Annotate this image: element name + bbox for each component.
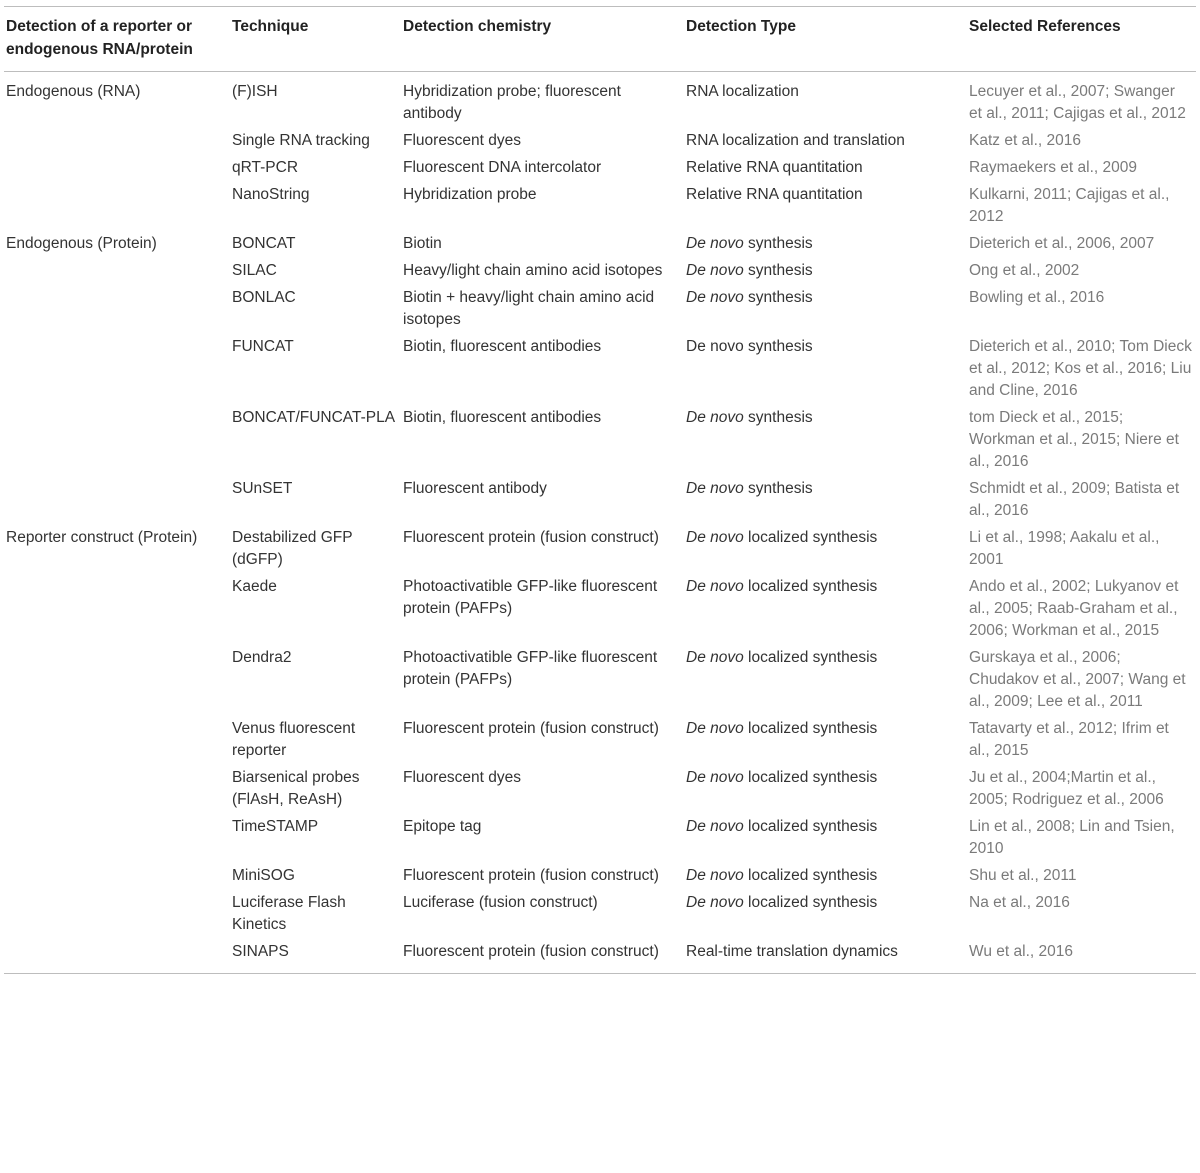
header-detection-target: Detection of a reporter or endogenous RNA/protein: [4, 7, 230, 72]
cell-detection-chemistry: Hybridization probe: [403, 186, 537, 203]
table-row: [4, 478, 1196, 527]
cell-technique: NanoString: [232, 186, 310, 203]
cell-detection-chemistry: Fluorescent antibody: [403, 480, 547, 497]
cell-technique: Single RNA tracking: [232, 132, 370, 149]
cell-detection-type: [684, 576, 967, 647]
cell-detection-type: [684, 647, 967, 718]
detection-type-text: synthesis: [743, 289, 813, 306]
cell-detection-chemistry: Fluorescent dyes: [403, 132, 522, 149]
table-row: [4, 718, 1196, 767]
detection-type-italic: De novo: [686, 235, 744, 252]
detection-type-italic: De novo: [686, 409, 744, 426]
cell-detection-chemistry: Fluorescent protein (fusion construct): [403, 529, 659, 546]
detection-type-italic: De novo: [686, 480, 744, 497]
cell-detection-type: [684, 130, 967, 157]
cell-detection-chemistry: Heavy/light chain amino acid isotopes: [403, 262, 663, 279]
cell-technique: (F)ISH: [232, 83, 278, 100]
cell-category: [4, 287, 230, 336]
table-row: [4, 941, 1196, 974]
detection-type-italic: De novo: [686, 649, 744, 666]
cell-detection-type: [684, 157, 967, 184]
header-technique: Technique: [230, 7, 401, 72]
detection-type-text: localized synthesis: [743, 769, 878, 786]
cell-detection-chemistry: Biotin + heavy/light chain amino acid isotopes: [403, 289, 655, 328]
detection-type-text: localized synthesis: [743, 578, 878, 595]
detection-type-italic: De novo: [686, 818, 744, 835]
cell-technique: BONLAC: [232, 289, 296, 306]
cell-category: [4, 336, 230, 407]
table-row: [4, 816, 1196, 865]
detection-type-text: localized synthesis: [743, 649, 878, 666]
cell-category: [4, 941, 230, 974]
cell-detection-type: [684, 287, 967, 336]
cell-detection-chemistry: Hybridization probe; fluorescent antibody: [403, 83, 621, 122]
table-row: [4, 184, 1196, 233]
detection-type-italic: De novo: [686, 867, 744, 884]
detection-type-text: Relative RNA quantitation: [686, 159, 863, 176]
header-detection-type: Detection Type: [684, 7, 967, 72]
cell-references: Bowling et al., 2016: [969, 289, 1105, 306]
detection-type-text: localized synthesis: [743, 894, 878, 911]
cell-detection-type: [684, 865, 967, 892]
detection-type-text: localized synthesis: [743, 818, 878, 835]
cell-detection-chemistry: Fluorescent protein (fusion construct): [403, 867, 659, 884]
cell-references: Dieterich et al., 2006, 2007: [969, 235, 1155, 252]
cell-category: [4, 407, 230, 478]
table-row: [4, 233, 1196, 260]
cell-category: [4, 130, 230, 157]
detection-type-italic: De novo: [686, 720, 744, 737]
detection-type-text: synthesis: [743, 480, 813, 497]
cell-references: Schmidt et al., 2009; Batista et al., 2016: [969, 480, 1180, 519]
cell-detection-chemistry: Fluorescent dyes: [403, 769, 522, 786]
cell-category: Reporter construct (Protein): [6, 529, 198, 546]
cell-references: Ong et al., 2002: [969, 262, 1080, 279]
detection-type-text: localized synthesis: [743, 720, 878, 737]
cell-technique: Destabilized GFP (dGFP): [232, 529, 353, 568]
cell-category: [4, 865, 230, 892]
table-row: [4, 767, 1196, 816]
table-row: [4, 576, 1196, 647]
cell-technique: BONCAT/FUNCAT-PLA: [232, 409, 396, 426]
cell-references: Katz et al., 2016: [969, 132, 1082, 149]
detection-methods-table: [4, 6, 1196, 974]
detection-type-text: synthesis: [743, 409, 813, 426]
table-row: [4, 130, 1196, 157]
cell-technique: SILAC: [232, 262, 277, 279]
cell-detection-type: [684, 941, 967, 974]
cell-detection-type: [684, 816, 967, 865]
cell-technique: TimeSTAMP: [232, 818, 319, 835]
cell-category: [4, 576, 230, 647]
cell-category: [4, 892, 230, 941]
cell-technique: SINAPS: [230, 941, 401, 974]
cell-technique: MiniSOG: [232, 867, 295, 884]
cell-references: Dieterich et al., 2010; Tom Dieck et al., 2012; Kos et al., 2016; Liu and Cline, 2016: [969, 338, 1192, 399]
cell-detection-chemistry: Biotin, fluorescent antibodies: [403, 338, 602, 355]
cell-category: Endogenous (Protein): [6, 235, 157, 252]
cell-references: Li et al., 1998; Aakalu et al., 2001: [969, 529, 1160, 568]
cell-references: Shu et al., 2011: [969, 867, 1077, 884]
cell-detection-type: [684, 407, 967, 478]
detection-type-text: Relative RNA quantitation: [686, 186, 863, 203]
cell-category: [4, 718, 230, 767]
cell-detection-chemistry: Luciferase (fusion construct): [403, 894, 598, 911]
table-row: [4, 72, 1196, 131]
cell-references: Lin et al., 2008; Lin and Tsien, 2010: [969, 818, 1175, 857]
cell-detection-chemistry: Photoactivatible GFP-like fluorescent protein (PAFPs): [403, 649, 658, 688]
header-row: [4, 7, 1196, 72]
table-row: [4, 892, 1196, 941]
cell-detection-chemistry: Biotin, fluorescent antibodies: [403, 409, 602, 426]
detection-type-text: localized synthesis: [743, 529, 878, 546]
cell-technique: FUNCAT: [232, 338, 294, 355]
detection-type-italic: De novo: [686, 578, 744, 595]
table-row: [4, 157, 1196, 184]
detection-type-text: De novo synthesis: [686, 338, 813, 355]
detection-type-italic: De novo: [686, 529, 744, 546]
cell-detection-type: [684, 72, 967, 131]
detection-type-italic: De novo: [686, 289, 744, 306]
cell-detection-type: [684, 478, 967, 527]
detection-type-text: synthesis: [743, 262, 813, 279]
header-selected-references: Selected References: [967, 7, 1196, 72]
cell-category: [4, 184, 230, 233]
table-row: [4, 527, 1196, 576]
table-body: [4, 72, 1196, 974]
cell-detection-chemistry: Fluorescent DNA intercolator: [403, 159, 602, 176]
table-row: [4, 336, 1196, 407]
cell-detection-type: [684, 336, 967, 407]
cell-technique: Biarsenical probes (FlAsH, ReAsH): [232, 769, 360, 808]
cell-references: Wu et al., 2016: [967, 941, 1196, 974]
cell-technique: Kaede: [232, 578, 277, 595]
cell-category: [4, 478, 230, 527]
cell-technique: SUnSET: [232, 480, 293, 497]
cell-detection-chemistry: Biotin: [403, 235, 442, 252]
detection-type-text: RNA localization and translation: [686, 132, 905, 149]
cell-technique: Luciferase Flash Kinetics: [232, 894, 346, 933]
cell-references: Lecuyer et al., 2007; Swanger et al., 2011; Cajigas et al., 2012: [969, 83, 1186, 122]
detection-type-text: synthesis: [743, 235, 813, 252]
detection-type-italic: De novo: [686, 262, 744, 279]
table-row: [4, 407, 1196, 478]
table-row: [4, 647, 1196, 718]
cell-references: Kulkarni, 2011; Cajigas et al., 2012: [969, 186, 1170, 225]
detection-type-text: localized synthesis: [743, 867, 878, 884]
cell-detection-type: [684, 767, 967, 816]
cell-references: Tatavarty et al., 2012; Ifrim et al., 2015: [969, 720, 1169, 759]
cell-references: Ju et al., 2004;Martin et al., 2005; Rodriguez et al., 2006: [969, 769, 1164, 808]
cell-technique: qRT-PCR: [232, 159, 299, 176]
cell-references: Ando et al., 2002; Lukyanov et al., 2005; Raab-Graham et al., 2006; Workman et al., 2015: [969, 578, 1179, 639]
cell-detection-type: [684, 184, 967, 233]
cell-detection-chemistry: Photoactivatible GFP-like fluorescent protein (PAFPs): [403, 578, 658, 617]
cell-references: Gurskaya et al., 2006; Chudakov et al., 2007; Wang et al., 2009; Lee et al., 2011: [969, 649, 1186, 710]
cell-category: [4, 260, 230, 287]
table-header: [4, 7, 1196, 72]
cell-detection-type: [684, 892, 967, 941]
detection-type-italic: De novo: [686, 894, 744, 911]
header-detection-chemistry: Detection chemistry: [401, 7, 684, 72]
cell-category: [4, 767, 230, 816]
detection-type-text: Real-time translation dynamics: [686, 943, 898, 960]
cell-category: [4, 816, 230, 865]
cell-technique: Dendra2: [232, 649, 292, 666]
cell-technique: BONCAT: [232, 235, 296, 252]
cell-detection-type: [684, 527, 967, 576]
table-row: [4, 260, 1196, 287]
table-row: [4, 287, 1196, 336]
detection-type-italic: De novo: [686, 769, 744, 786]
cell-detection-chemistry: Fluorescent protein (fusion construct): [403, 720, 659, 737]
cell-category: Endogenous (RNA): [6, 83, 141, 100]
cell-category: [4, 647, 230, 718]
detection-type-text: RNA localization: [686, 83, 799, 100]
cell-detection-type: [684, 718, 967, 767]
cell-detection-chemistry: Fluorescent protein (fusion construct): [401, 941, 684, 974]
cell-detection-type: [684, 260, 967, 287]
cell-references: tom Dieck et al., 2015; Workman et al., 2015; Niere et al., 2016: [969, 409, 1179, 470]
cell-references: Raymaekers et al., 2009: [969, 159, 1138, 176]
cell-category: [4, 157, 230, 184]
table-row: [4, 865, 1196, 892]
cell-detection-chemistry: Epitope tag: [403, 818, 482, 835]
cell-detection-type: [684, 233, 967, 260]
cell-references: Na et al., 2016: [969, 894, 1070, 911]
cell-technique: Venus fluorescent reporter: [232, 720, 356, 759]
detection-methods-table-container: [4, 0, 1196, 974]
